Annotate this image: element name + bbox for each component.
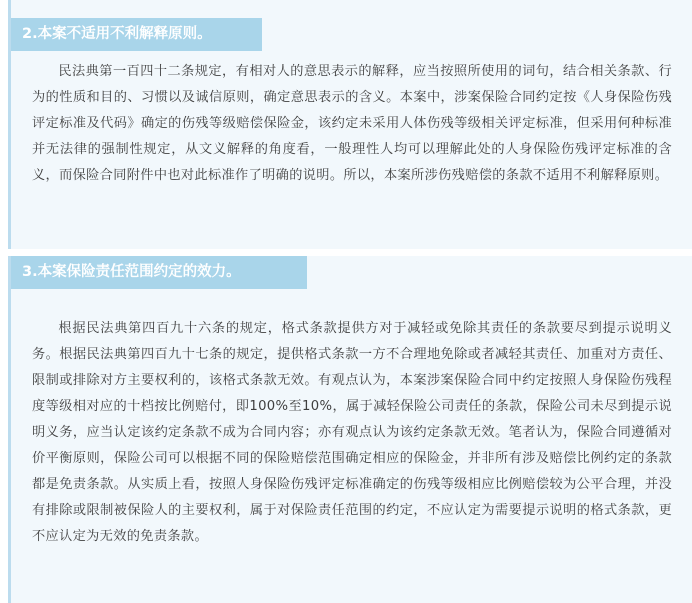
section-paragraph: 民法典第一百四十二条规定，有相对人的意思表示的解释，应当按照所使用的词句，结合相关条款、行为的性质和目的、习惯以及诚信原则，确定意思表示的含义。本案中，涉案保险合同约定按《人身保险伤残评定标准及代码》确定的伤残等级赔偿保险金，该约定未采用人体伤残等级相关评定标准，但采用何种标准并无法律的强制性规定，从文义解释的角度看，一般理性人均可以理解此处的人身保险伤残评定标准的含义，而保险合同附件中也对此标准作了明确的说明。所以，本案所涉伤残赔偿的条款不适用不利解释原则。 <box>32 64 672 183</box>
section-liability-scope-effect <box>8 256 692 603</box>
section-no-adverse-interpretation <box>8 0 692 249</box>
section-heading: 2.本案不适用不利解释原则。 <box>11 18 262 51</box>
section-paragraph: 根据民法典第四百九十六条的规定，格式条款提供方对于减轻或免除其责任的条款要尽到提示说明义务。根据民法典第四百九十七条的规定，提供格式条款一方不合理地免除或者减轻其责任、加重对方责任、限制或排除对方主要权利的，该格式条款无效。有观点认为，本案涉案保险合同中约定按照人身保险伤残程度等级相对应的十档按比例赔付，即100%至10%，属于减轻保险公司责任的条款，保险公司未尽到提示说明义务，应当认定该约定条款不成为合同内容；亦有观点认为该约定条款无效。笔者认为，保险合同遵循对价平衡原则，保险公司可以根据不同的保险赔偿范围确定相应的保险金，并非所有涉及赔偿比例约定的条款都是免责条款。从实质上看，按照人身保险伤残评定标准确定的伤残等级相应比例赔偿较为公平合理，并没有排除或限制被保险人的主要权利，属于对保险责任范围的约定，不应认定为需要提示说明的格式条款，更不应认定为无效的免责条款。 <box>32 321 672 544</box>
section-heading: 3.本案保险责任范围约定的效力。 <box>11 256 307 289</box>
